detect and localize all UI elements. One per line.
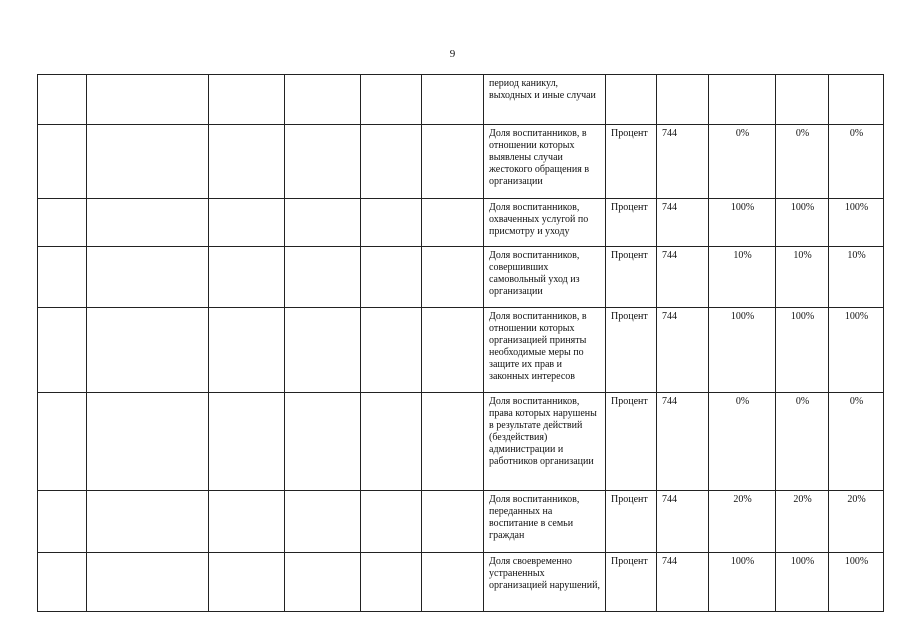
value-year-3 (829, 75, 884, 125)
empty-cell (87, 247, 209, 308)
value-year-3: 10% (829, 247, 884, 308)
indicator-name: Доля воспитанников, в отношении которых выявлены случаи жестокого обращения в организации (484, 125, 606, 199)
empty-cell (422, 125, 484, 199)
indicator-name: Доля воспитанников, совершивших самовольный уход из организации (484, 247, 606, 308)
empty-cell (361, 247, 422, 308)
value-year-2: 0% (776, 393, 829, 491)
empty-cell (422, 75, 484, 125)
indicator-name: Доля воспитанников, в отношении которых организацией приняты необходимые меры по защите их прав и законных интересов (484, 308, 606, 393)
value-year-3: 0% (829, 125, 884, 199)
table-row (38, 308, 884, 393)
empty-cell (361, 393, 422, 491)
empty-cell (38, 75, 87, 125)
okei-code-cell: 744 (657, 125, 709, 199)
empty-cell (87, 491, 209, 553)
empty-cell (209, 393, 285, 491)
empty-cell (38, 247, 87, 308)
indicators-table (37, 74, 884, 612)
unit-cell: Процент (606, 393, 657, 491)
value-year-1: 10% (709, 247, 776, 308)
table-row (38, 199, 884, 247)
empty-cell (285, 393, 361, 491)
empty-cell (285, 247, 361, 308)
empty-cell (87, 75, 209, 125)
empty-cell (38, 553, 87, 612)
page-number: 9 (449, 48, 456, 60)
empty-cell (285, 125, 361, 199)
empty-cell (422, 247, 484, 308)
empty-cell (87, 199, 209, 247)
empty-cell (285, 199, 361, 247)
empty-cell (285, 75, 361, 125)
indicator-name: период каникул, выходных и иные случаи (484, 75, 606, 125)
empty-cell (87, 308, 209, 393)
empty-cell (361, 491, 422, 553)
value-year-2: 100% (776, 553, 829, 612)
empty-cell (361, 199, 422, 247)
okei-code-cell: 744 (657, 553, 709, 612)
table-row (38, 125, 884, 199)
value-year-1 (709, 75, 776, 125)
empty-cell (422, 199, 484, 247)
value-year-1: 0% (709, 125, 776, 199)
okei-code-cell: 744 (657, 393, 709, 491)
table-row (38, 491, 884, 553)
value-year-3: 0% (829, 393, 884, 491)
value-year-2: 0% (776, 125, 829, 199)
okei-code-cell (657, 75, 709, 125)
indicator-name: Доля воспитанников, охваченных услугой по присмотру и уходу (484, 199, 606, 247)
value-year-1: 100% (709, 553, 776, 612)
unit-cell: Процент (606, 308, 657, 393)
value-year-1: 20% (709, 491, 776, 553)
table-row (38, 247, 884, 308)
value-year-3: 20% (829, 491, 884, 553)
empty-cell (209, 247, 285, 308)
unit-cell: Процент (606, 553, 657, 612)
empty-cell (38, 125, 87, 199)
empty-cell (422, 553, 484, 612)
value-year-1: 100% (709, 308, 776, 393)
empty-cell (361, 308, 422, 393)
empty-cell (209, 199, 285, 247)
empty-cell (422, 393, 484, 491)
empty-cell (209, 491, 285, 553)
empty-cell (87, 125, 209, 199)
value-year-2: 20% (776, 491, 829, 553)
empty-cell (361, 553, 422, 612)
value-year-3: 100% (829, 308, 884, 393)
indicator-name: Доля своевременно устраненных организацией нарушений, (484, 553, 606, 612)
empty-cell (422, 308, 484, 393)
value-year-1: 100% (709, 199, 776, 247)
empty-cell (285, 491, 361, 553)
indicator-name: Доля воспитанников, переданных на воспитание в семьи граждан (484, 491, 606, 553)
unit-cell: Процент (606, 491, 657, 553)
empty-cell (209, 75, 285, 125)
empty-cell (87, 393, 209, 491)
indicator-name: Доля воспитанников, права которых нарушены в результате действий (бездействия) администрации и работников организации (484, 393, 606, 491)
unit-cell: Процент (606, 199, 657, 247)
table-row (38, 393, 884, 491)
empty-cell (38, 491, 87, 553)
empty-cell (38, 308, 87, 393)
empty-cell (87, 553, 209, 612)
unit-cell (606, 75, 657, 125)
empty-cell (361, 125, 422, 199)
empty-cell (209, 308, 285, 393)
empty-cell (209, 125, 285, 199)
empty-cell (285, 553, 361, 612)
value-year-1: 0% (709, 393, 776, 491)
value-year-2 (776, 75, 829, 125)
empty-cell (209, 553, 285, 612)
unit-cell: Процент (606, 125, 657, 199)
value-year-3: 100% (829, 199, 884, 247)
unit-cell: Процент (606, 247, 657, 308)
value-year-2: 10% (776, 247, 829, 308)
okei-code-cell: 744 (657, 491, 709, 553)
empty-cell (38, 393, 87, 491)
table-row (38, 75, 884, 125)
value-year-2: 100% (776, 308, 829, 393)
empty-cell (285, 308, 361, 393)
value-year-3: 100% (829, 553, 884, 612)
okei-code-cell: 744 (657, 199, 709, 247)
okei-code-cell: 744 (657, 308, 709, 393)
okei-code-cell: 744 (657, 247, 709, 308)
table-row (38, 553, 884, 612)
empty-cell (38, 199, 87, 247)
empty-cell (422, 491, 484, 553)
value-year-2: 100% (776, 199, 829, 247)
empty-cell (361, 75, 422, 125)
